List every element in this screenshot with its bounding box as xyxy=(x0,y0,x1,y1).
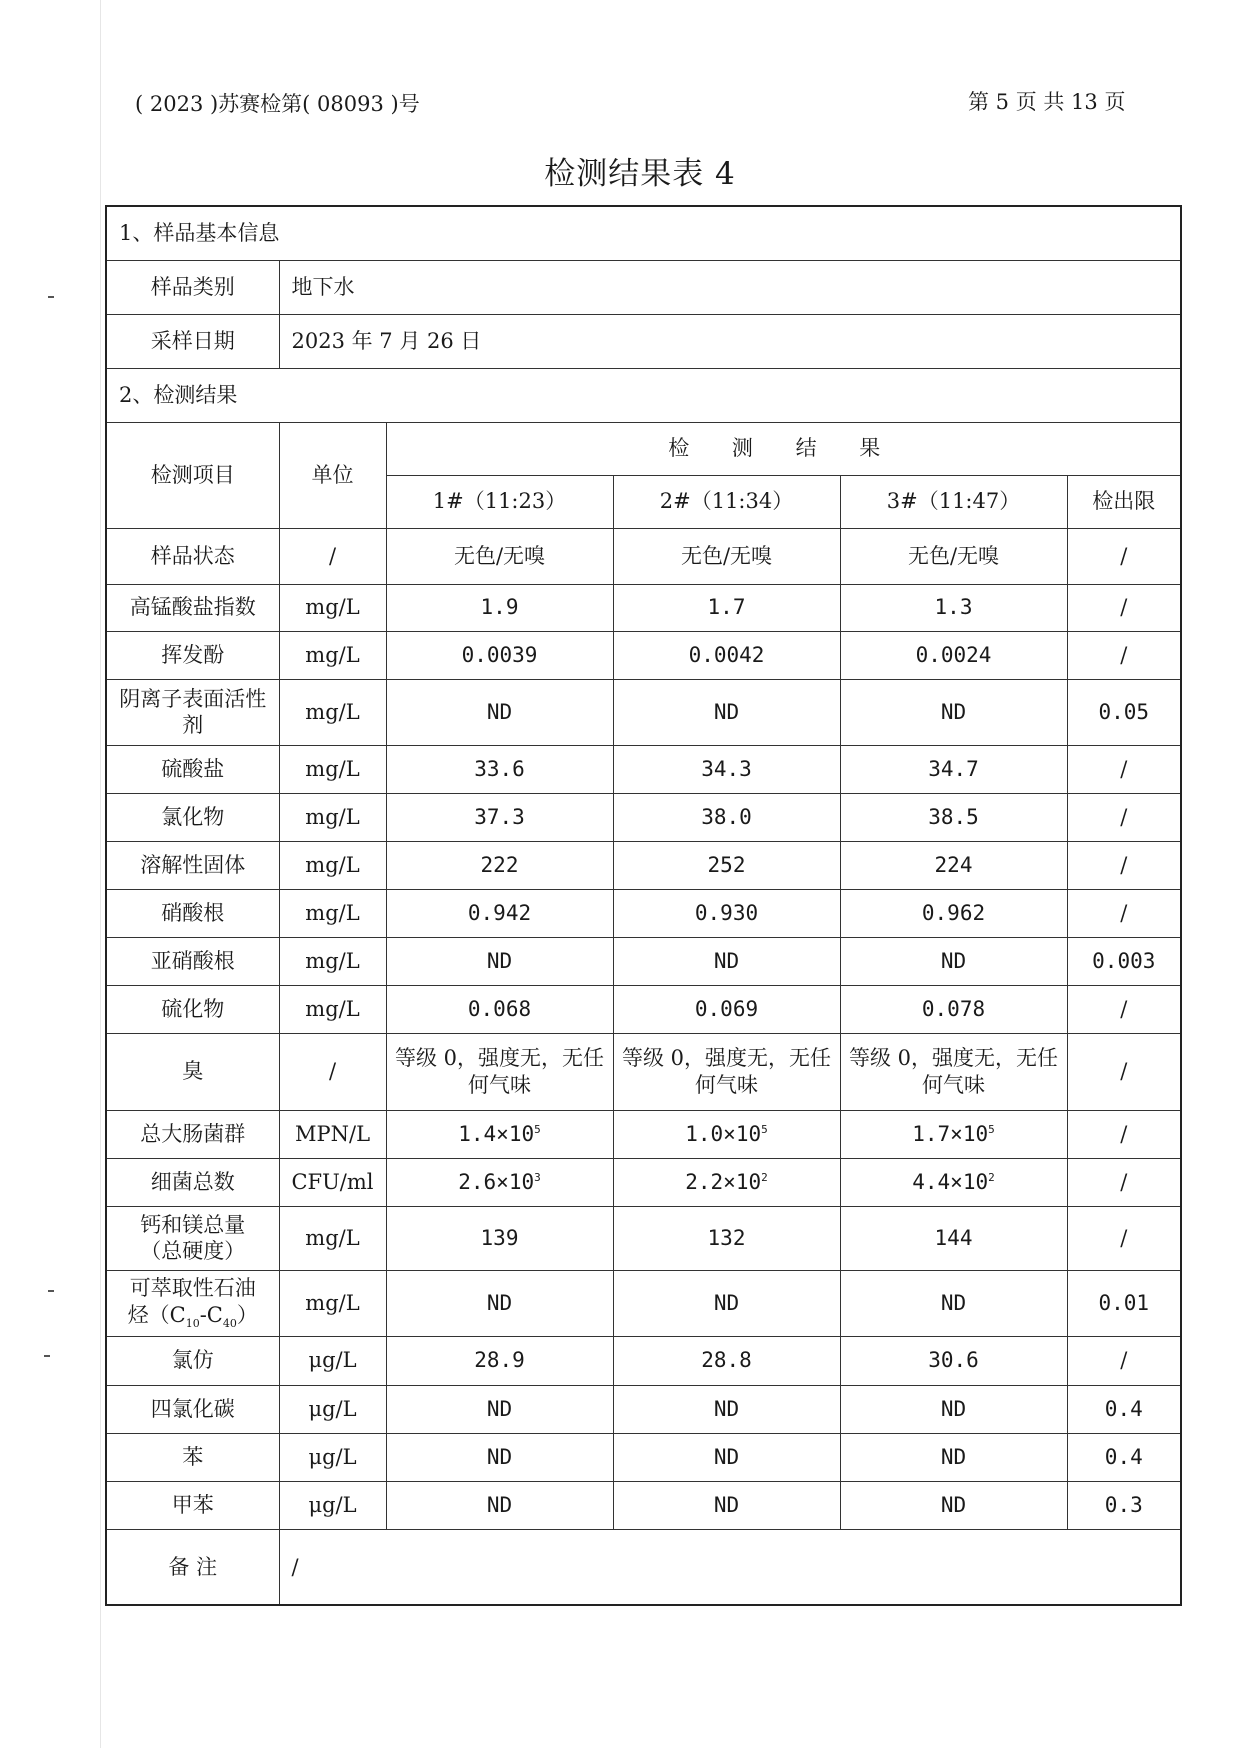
value-cell: 0.0042 xyxy=(613,631,840,679)
value-cell: ND xyxy=(386,1481,613,1529)
value-cell: ND xyxy=(386,679,613,745)
value-cell: ND xyxy=(386,1270,613,1336)
table-row xyxy=(106,985,1181,1033)
value-cell: 0.068 xyxy=(386,985,613,1033)
value-cell: 0.942 xyxy=(386,889,613,937)
limit-cell: 0.003 xyxy=(1067,937,1181,985)
value-exponent: 5 xyxy=(988,1122,995,1136)
table-row xyxy=(106,1336,1181,1385)
value-cell xyxy=(613,1158,840,1206)
value-cell: 1.9 xyxy=(386,584,613,631)
item-line: 可萃取性石油 xyxy=(129,1276,256,1301)
value-cell: 1.7 xyxy=(613,584,840,631)
item-cell: 臭 xyxy=(106,1033,279,1110)
table-row xyxy=(106,745,1181,793)
sample-header: 3#（11:47） xyxy=(840,475,1067,528)
limit-cell: / xyxy=(1067,631,1181,679)
item-cell: 氯化物 xyxy=(106,793,279,841)
table-row xyxy=(106,584,1181,631)
value-cell: 28.8 xyxy=(613,1336,840,1385)
table-row xyxy=(106,1206,1181,1270)
section-row xyxy=(106,206,1181,260)
value-mantissa: 1.4×10 xyxy=(458,1121,535,1146)
item-cell: 硫化物 xyxy=(106,985,279,1033)
limit-cell: / xyxy=(1067,1033,1181,1110)
limit-cell: 0.01 xyxy=(1067,1270,1181,1336)
unit-cell: mg/L xyxy=(279,1270,386,1336)
value-cell: 无色/无嗅 xyxy=(386,528,613,584)
value-cell: 等级 0，强度无，无任何气味 xyxy=(386,1033,613,1110)
value-cell: ND xyxy=(840,679,1067,745)
unit-cell: mg/L xyxy=(279,793,386,841)
value-cell: ND xyxy=(840,937,1067,985)
limit-cell: 0.05 xyxy=(1067,679,1181,745)
table-row xyxy=(106,631,1181,679)
limit-cell: / xyxy=(1067,793,1181,841)
value-cell xyxy=(840,1158,1067,1206)
limit-cell: 0.4 xyxy=(1067,1385,1181,1433)
value-cell: 132 xyxy=(613,1206,840,1270)
table-row xyxy=(106,528,1181,584)
unit-cell: μg/L xyxy=(279,1433,386,1481)
value-cell: 等级 0，强度无，无任何气味 xyxy=(840,1033,1067,1110)
limit-cell: / xyxy=(1067,1158,1181,1206)
value-mantissa: 2.6×10 xyxy=(458,1169,535,1194)
table-row xyxy=(106,1158,1181,1206)
item-text: 烃（C xyxy=(127,1302,186,1327)
value-cell xyxy=(840,1110,1067,1158)
value-cell: 34.3 xyxy=(613,745,840,793)
table-row xyxy=(106,679,1181,745)
scan-mark xyxy=(48,1290,54,1292)
item-cell: 硝酸根 xyxy=(106,889,279,937)
item-cell: 甲苯 xyxy=(106,1481,279,1529)
limit-cell: / xyxy=(1067,584,1181,631)
col-results-header: 检 测 结 果 xyxy=(386,422,1181,475)
value-cell: ND xyxy=(840,1481,1067,1529)
limit-cell: / xyxy=(1067,985,1181,1033)
value-cell: 0.0039 xyxy=(386,631,613,679)
value-cell: 144 xyxy=(840,1206,1067,1270)
value-cell: ND xyxy=(840,1433,1067,1481)
info-row xyxy=(106,314,1181,368)
section-label: 1、样品基本信息 xyxy=(106,206,1181,260)
info-row xyxy=(106,260,1181,314)
unit-cell: mg/L xyxy=(279,937,386,985)
item-cell xyxy=(106,1270,279,1336)
value-cell: ND xyxy=(613,1385,840,1433)
value-cell: ND xyxy=(386,937,613,985)
item-cell: 阴离子表面活性剂 xyxy=(106,679,279,745)
category-label: 样品类别 xyxy=(106,260,279,314)
sample-header: 2#（11:34） xyxy=(613,475,840,528)
value-cell: 0.0024 xyxy=(840,631,1067,679)
item-cell: 样品状态 xyxy=(106,528,279,584)
value-cell: ND xyxy=(840,1385,1067,1433)
section-label: 2、检测结果 xyxy=(106,368,1181,422)
section-row xyxy=(106,368,1181,422)
value-cell: 0.078 xyxy=(840,985,1067,1033)
unit-cell: μg/L xyxy=(279,1385,386,1433)
item-text: -C xyxy=(199,1302,223,1327)
value-cell: 无色/无嗅 xyxy=(840,528,1067,584)
table-row xyxy=(106,1110,1181,1158)
table-row xyxy=(106,1433,1181,1481)
value-exponent: 3 xyxy=(534,1170,541,1184)
item-text: ） xyxy=(236,1302,258,1327)
value-exponent: 5 xyxy=(761,1122,768,1136)
header-row xyxy=(106,422,1181,475)
unit-cell: μg/L xyxy=(279,1336,386,1385)
limit-cell: 0.4 xyxy=(1067,1433,1181,1481)
limit-cell: / xyxy=(1067,1336,1181,1385)
col-item-header: 检测项目 xyxy=(106,422,279,528)
remarks-row xyxy=(106,1529,1181,1605)
unit-cell: μg/L xyxy=(279,1481,386,1529)
value-cell: 30.6 xyxy=(840,1336,1067,1385)
value-cell: ND xyxy=(613,679,840,745)
unit-cell: MPN/L xyxy=(279,1110,386,1158)
unit-cell: mg/L xyxy=(279,841,386,889)
item-cell: 硫酸盐 xyxy=(106,745,279,793)
value-cell xyxy=(613,1110,840,1158)
limit-cell: / xyxy=(1067,528,1181,584)
value-cell: ND xyxy=(613,937,840,985)
item-cell: 苯 xyxy=(106,1433,279,1481)
value-cell: ND xyxy=(613,1481,840,1529)
value-cell: ND xyxy=(386,1433,613,1481)
item-cell xyxy=(106,1206,279,1270)
value-cell: ND xyxy=(840,1270,1067,1336)
value-cell: 37.3 xyxy=(386,793,613,841)
value-mantissa: 4.4×10 xyxy=(912,1169,989,1194)
item-cell: 高锰酸盐指数 xyxy=(106,584,279,631)
item-cell: 亚硝酸根 xyxy=(106,937,279,985)
unit-cell: CFU/ml xyxy=(279,1158,386,1206)
unit-cell: / xyxy=(279,1033,386,1110)
value-cell: 38.0 xyxy=(613,793,840,841)
value-cell: ND xyxy=(613,1433,840,1481)
unit-cell: mg/L xyxy=(279,1206,386,1270)
sample-header: 1#（11:23） xyxy=(386,475,613,528)
value-cell: 252 xyxy=(613,841,840,889)
table-row xyxy=(106,1270,1181,1336)
value-mantissa: 1.0×10 xyxy=(685,1121,762,1146)
table-row xyxy=(106,1481,1181,1529)
unit-cell: mg/L xyxy=(279,631,386,679)
col-limit-header: 检出限 xyxy=(1067,475,1181,528)
value-cell xyxy=(386,1110,613,1158)
item-cell: 四氯化碳 xyxy=(106,1385,279,1433)
page-edge xyxy=(100,0,101,1748)
value-cell: 0.069 xyxy=(613,985,840,1033)
table-row xyxy=(106,1033,1181,1110)
limit-cell: / xyxy=(1067,1206,1181,1270)
value-cell: 38.5 xyxy=(840,793,1067,841)
value-cell: 等级 0，强度无，无任何气味 xyxy=(613,1033,840,1110)
limit-cell: / xyxy=(1067,889,1181,937)
results-table xyxy=(105,205,1182,1606)
value-cell: 139 xyxy=(386,1206,613,1270)
date-label: 采样日期 xyxy=(106,314,279,368)
limit-cell: / xyxy=(1067,1110,1181,1158)
scan-mark xyxy=(48,296,54,298)
page-title: 检测结果表 4 xyxy=(544,156,736,192)
table-row xyxy=(106,937,1181,985)
item-cell: 细菌总数 xyxy=(106,1158,279,1206)
report-number: ( 2023 )苏赛检第( 08093 )号 xyxy=(135,92,420,116)
unit-cell: mg/L xyxy=(279,679,386,745)
remarks-label: 备 注 xyxy=(106,1529,279,1605)
limit-cell: 0.3 xyxy=(1067,1481,1181,1529)
value-exponent: 5 xyxy=(534,1122,541,1136)
item-cell: 总大肠菌群 xyxy=(106,1110,279,1158)
category-value: 地下水 xyxy=(279,260,1181,314)
value-cell: 222 xyxy=(386,841,613,889)
value-mantissa: 2.2×10 xyxy=(685,1169,762,1194)
value-exponent: 2 xyxy=(988,1170,995,1184)
item-line: （总硬度） xyxy=(140,1239,246,1263)
item-subscript: 40 xyxy=(222,1316,237,1330)
value-cell: 0.962 xyxy=(840,889,1067,937)
item-line: 钙和镁总量 xyxy=(140,1212,246,1237)
value-cell xyxy=(386,1158,613,1206)
item-line xyxy=(109,1302,277,1331)
scan-mark xyxy=(44,1355,50,1357)
table-row xyxy=(106,1385,1181,1433)
value-cell: 0.930 xyxy=(613,889,840,937)
value-cell: 1.3 xyxy=(840,584,1067,631)
limit-cell: / xyxy=(1067,745,1181,793)
remarks-value: / xyxy=(279,1529,1181,1605)
value-cell: 34.7 xyxy=(840,745,1067,793)
value-cell: 无色/无嗅 xyxy=(613,528,840,584)
table-row xyxy=(106,793,1181,841)
limit-cell: / xyxy=(1067,841,1181,889)
table-row xyxy=(106,889,1181,937)
value-exponent: 2 xyxy=(761,1170,768,1184)
item-subscript: 10 xyxy=(185,1316,200,1330)
unit-cell: mg/L xyxy=(279,889,386,937)
col-unit-header: 单位 xyxy=(279,422,386,528)
unit-cell: / xyxy=(279,528,386,584)
value-mantissa: 1.7×10 xyxy=(912,1121,989,1146)
item-cell: 挥发酚 xyxy=(106,631,279,679)
item-cell: 溶解性固体 xyxy=(106,841,279,889)
page-info: 第 5 页 共 13 页 xyxy=(968,90,1126,114)
item-cell: 氯仿 xyxy=(106,1336,279,1385)
value-cell: 28.9 xyxy=(386,1336,613,1385)
value-cell: 33.6 xyxy=(386,745,613,793)
unit-cell: mg/L xyxy=(279,745,386,793)
value-cell: ND xyxy=(386,1385,613,1433)
value-cell: 224 xyxy=(840,841,1067,889)
unit-cell: mg/L xyxy=(279,985,386,1033)
unit-cell: mg/L xyxy=(279,584,386,631)
date-value: 2023 年 7 月 26 日 xyxy=(279,314,1181,368)
value-cell: ND xyxy=(613,1270,840,1336)
table-row xyxy=(106,841,1181,889)
